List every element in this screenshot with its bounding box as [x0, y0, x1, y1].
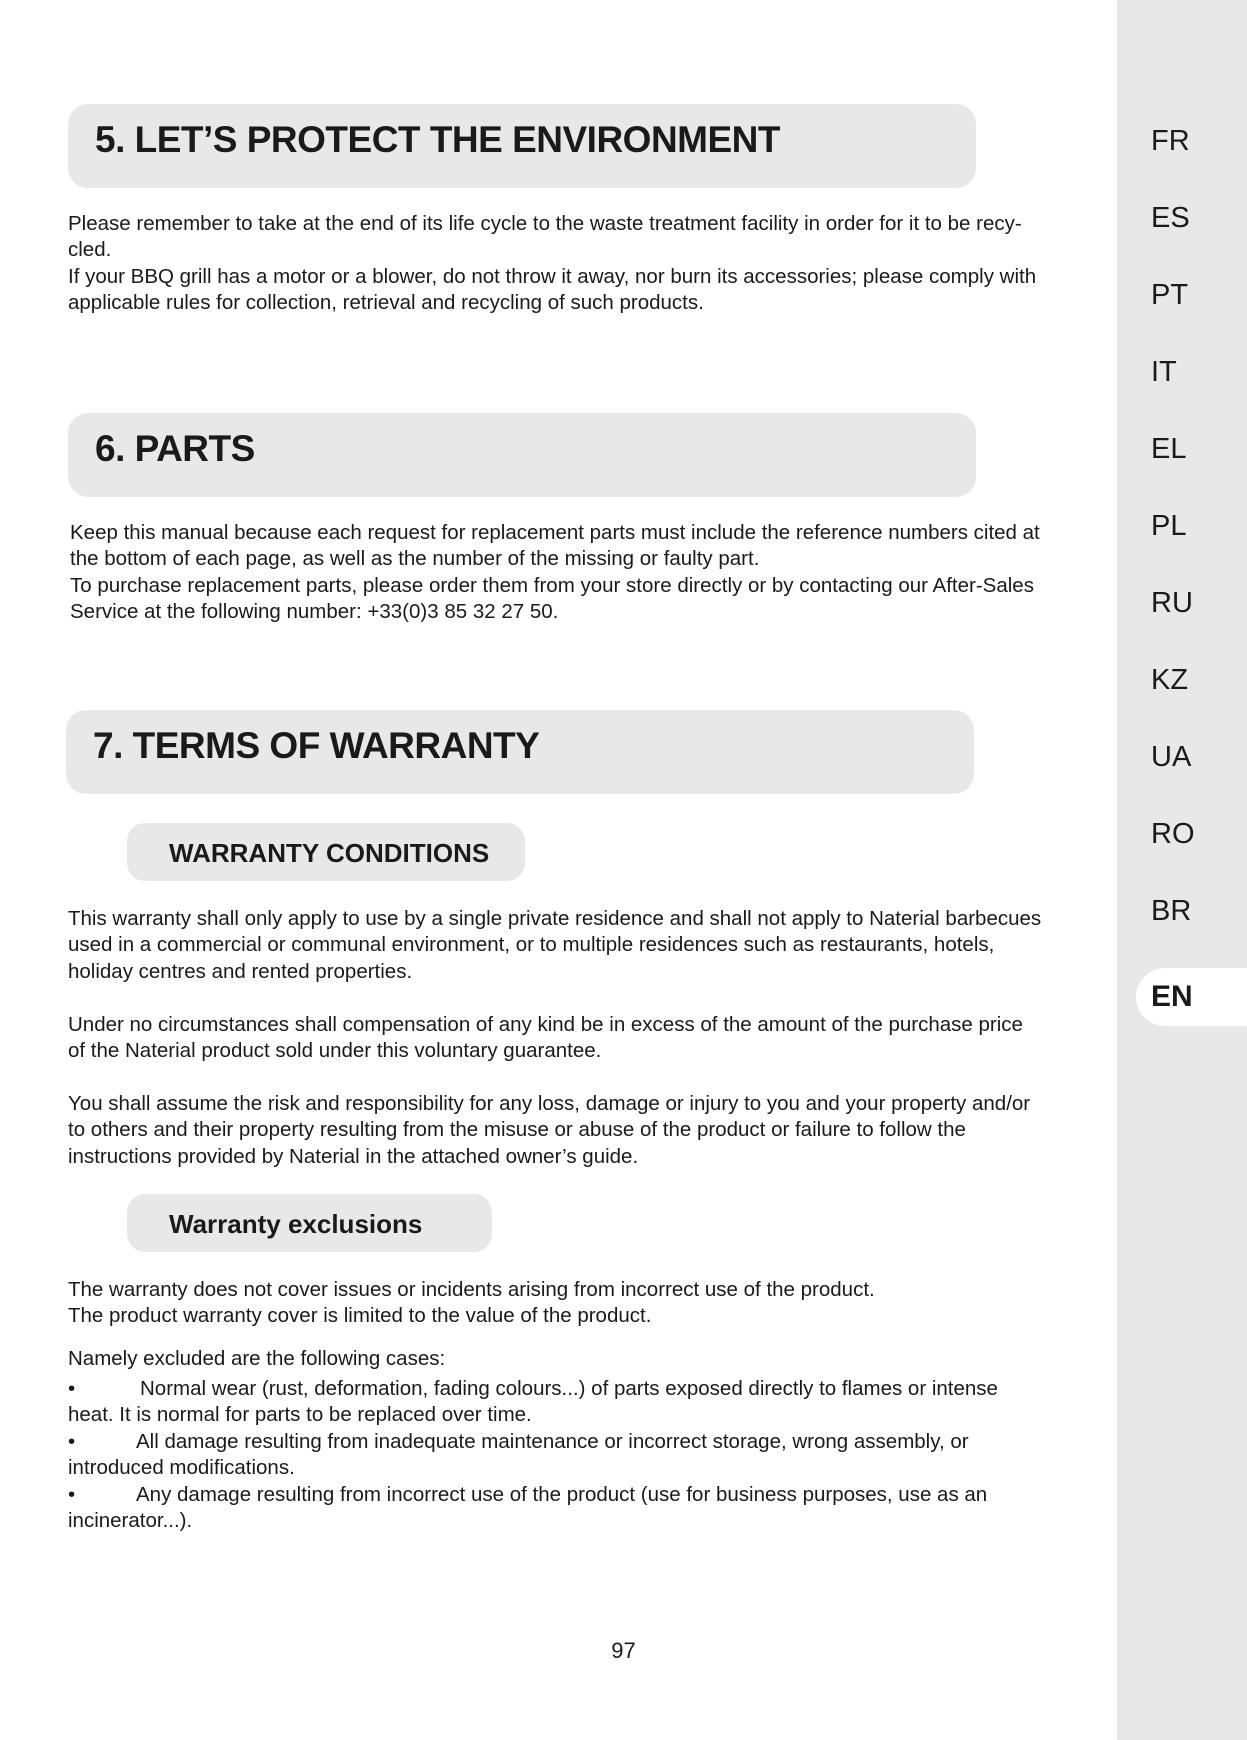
lang-tab-pt[interactable]: PT — [1151, 279, 1189, 311]
exclusion-list-item — [68, 1482, 1058, 1535]
exclusion-list-item — [68, 1429, 1058, 1482]
warranty-conditions-paragraph-1: This warranty shall only apply to use by a single private residence and shall not apply to Naterial barbecues used in a commercial or communal environment, or to multiple residences such as restaurants, hotels, holiday centres and rented properties. — [68, 907, 1042, 983]
subheading-warranty-conditions: WARRANTY CONDITIONS — [127, 823, 525, 881]
exclusion-item-1-line-2: heat. It is normal for parts to be replaced over time. — [68, 1403, 532, 1427]
exclusion-item-2-line-1: All damage resulting from inadequate maintenance or incorrect storage, wrong assembly, or — [136, 1430, 969, 1453]
page-number: 97 — [611, 1638, 636, 1663]
bullet-marker: • — [68, 1430, 76, 1453]
exclusions-intro: Namely excluded are the following cases: — [68, 1347, 446, 1370]
warranty-exclusions-paragraph: The warranty does not cover issues or incidents arising from incorrect use of the product. The product warranty cover is limited to the value of the product. — [68, 1278, 875, 1328]
lang-tab-pl[interactable]: PL — [1151, 510, 1187, 542]
exclusion-item-1-line-1: Normal wear (rust, deformation, fading colours...) of parts exposed directly to flames or intense — [140, 1377, 998, 1400]
exclusion-item-2-line-2: introduced modifications. — [68, 1456, 295, 1480]
exclusion-list-item — [68, 1376, 1058, 1429]
exclusion-item-3-line-2: incinerator...). — [68, 1509, 193, 1533]
subheading-warranty-exclusions: Warranty exclusions — [127, 1194, 492, 1252]
lang-tab-fr[interactable]: FR — [1151, 125, 1190, 157]
warranty-conditions-paragraph-2: Under no circumstances shall compensation of any kind be in excess of the amount of the purchase price of the Naterial product sold under this voluntary guarantee. — [68, 1013, 1023, 1063]
environment-text: Please remember to take at the end of its life cycle to the waste treatment facility in order for it to be recy- cled. If your BBQ grill has a motor or a blower, do not throw it away, nor burn its accessories; please comply with applicable rules for collection, retrieval and recycling of such products. — [68, 212, 1037, 314]
bullet-marker: • — [68, 1483, 76, 1506]
section-heading-environment: 5. LET’S PROTECT THE ENVIRONMENT — [68, 104, 976, 188]
lang-tab-ru[interactable]: RU — [1151, 587, 1193, 619]
lang-tab-ua[interactable]: UA — [1151, 741, 1192, 773]
section-heading-warranty: 7. TERMS OF WARRANTY — [66, 710, 974, 794]
parts-text: Keep this manual because each request for replacement parts must include the reference numbers cited at the bottom of each page, as well as the number of the missing or faulty part. To purchase replacement parts, please order them from your store directly or by contacting our After-Sales Service at the following number: +33(0)3 85 32 27 50. — [70, 521, 1040, 623]
section-heading-parts: 6. PARTS — [68, 413, 976, 497]
exclusion-item-3-line-1: Any damage resulting from incorrect use of the product (use for business purposes, use as an — [136, 1483, 988, 1506]
lang-tab-br[interactable]: BR — [1151, 895, 1192, 927]
language-sidebar — [1117, 0, 1247, 1740]
lang-tab-en-active[interactable]: EN — [1136, 968, 1247, 1026]
lang-tab-kz[interactable]: KZ — [1151, 664, 1189, 696]
lang-tab-it[interactable]: IT — [1151, 356, 1177, 388]
warranty-conditions-paragraph-3: You shall assume the risk and responsibility for any loss, damage or injury to you and your property and/or to others and their property resulting from the misuse or abuse of the product or failure to follow the instructions provided by Naterial in the attached owner’s guide. — [68, 1092, 1031, 1168]
bullet-marker: • — [68, 1377, 76, 1400]
lang-tab-ro[interactable]: RO — [1151, 818, 1195, 850]
lang-tab-el[interactable]: EL — [1151, 433, 1187, 465]
lang-tab-es[interactable]: ES — [1151, 202, 1190, 234]
